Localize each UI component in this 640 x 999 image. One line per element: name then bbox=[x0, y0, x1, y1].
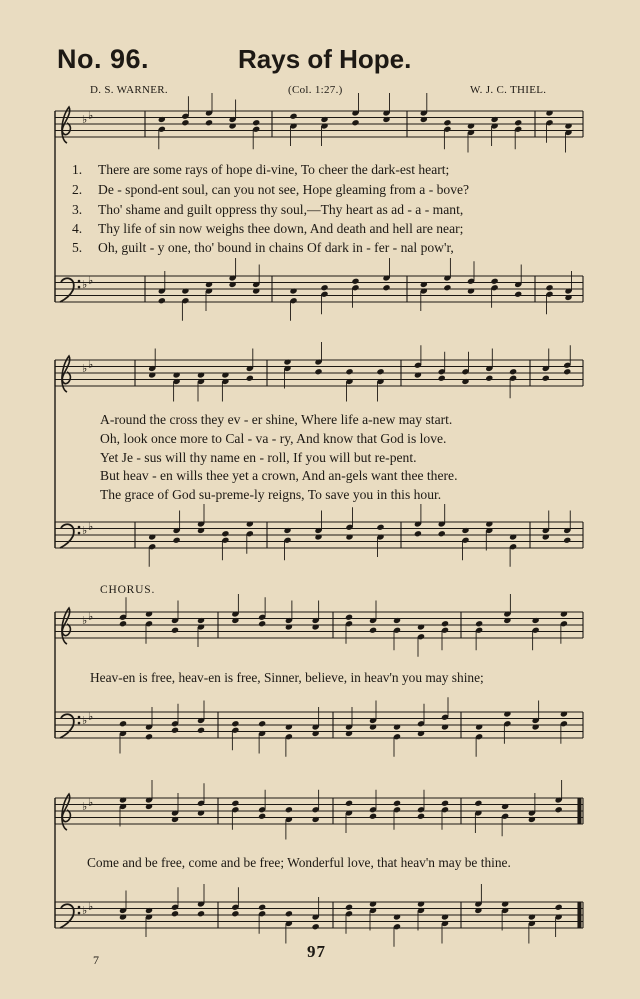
note-head bbox=[197, 371, 205, 378]
note-head bbox=[158, 297, 166, 304]
hymn-number: No. 96. bbox=[57, 44, 150, 74]
note-head bbox=[441, 620, 449, 627]
note-head bbox=[345, 904, 353, 911]
note-head bbox=[382, 116, 390, 123]
note-head bbox=[485, 520, 493, 527]
flat-sign: ♭ bbox=[88, 109, 94, 122]
note-head bbox=[171, 627, 179, 634]
note-head bbox=[252, 287, 260, 294]
hymn-title: Rays of Hope. bbox=[238, 44, 412, 74]
note-head bbox=[312, 816, 320, 823]
note-head bbox=[369, 813, 377, 820]
note-head bbox=[197, 617, 205, 624]
note-head bbox=[345, 800, 353, 807]
note-head bbox=[119, 913, 127, 920]
verse-line-continued: Yet Je - sus will thy name en - roll, If you will but re-pent. bbox=[100, 450, 417, 465]
note-head bbox=[258, 904, 266, 911]
note-head bbox=[514, 291, 522, 298]
note-head bbox=[542, 375, 550, 382]
note-head bbox=[258, 620, 266, 627]
composer-credit: W. J. C. THIEL. bbox=[470, 84, 547, 96]
note-head bbox=[420, 281, 428, 288]
note-head bbox=[475, 620, 483, 627]
note-head bbox=[475, 723, 483, 730]
note-head bbox=[560, 710, 568, 717]
bass-clef-dot bbox=[78, 722, 81, 725]
note-head bbox=[173, 537, 181, 544]
note-head bbox=[285, 623, 293, 630]
note-head bbox=[231, 800, 239, 807]
bass-clef-dot bbox=[78, 906, 81, 909]
note-head bbox=[564, 294, 572, 301]
note-head bbox=[171, 816, 179, 823]
note-head bbox=[320, 284, 328, 291]
note-head bbox=[514, 119, 522, 126]
note-head bbox=[564, 122, 572, 129]
note-head bbox=[312, 623, 320, 630]
note-head bbox=[528, 816, 536, 823]
note-head bbox=[171, 727, 179, 734]
note-head bbox=[197, 910, 205, 917]
note-head bbox=[382, 284, 390, 291]
note-head bbox=[563, 537, 571, 544]
flat-sign: ♭ bbox=[88, 358, 94, 371]
note-head bbox=[345, 368, 353, 375]
note-head bbox=[119, 620, 127, 627]
note-head bbox=[393, 913, 401, 920]
note-head bbox=[417, 813, 425, 820]
note-head bbox=[351, 119, 359, 126]
bass-clef bbox=[60, 524, 74, 548]
note-head bbox=[197, 527, 205, 534]
note-head bbox=[420, 116, 428, 123]
note-head bbox=[474, 800, 482, 807]
verse-line-continued: A-round the cross they ev - er shine, Where life a-new may start. bbox=[100, 412, 453, 427]
note-head bbox=[252, 119, 260, 126]
flat-sign: ♭ bbox=[82, 113, 88, 126]
note-head bbox=[145, 907, 153, 914]
note-head bbox=[283, 527, 291, 534]
flat-sign: ♭ bbox=[82, 714, 88, 727]
note-head bbox=[345, 533, 353, 540]
flat-sign: ♭ bbox=[88, 520, 94, 533]
chorus-line: Come and be free, come and be free; Wonderful love, that heav'n may be thine. bbox=[87, 855, 511, 870]
flat-sign: ♭ bbox=[82, 278, 88, 291]
verse-line: 4. Thy life of sin now weighs thee down, And death and hell are near; bbox=[72, 221, 464, 236]
note-head bbox=[231, 720, 239, 727]
note-head bbox=[393, 617, 401, 624]
note-head bbox=[467, 122, 475, 129]
flat-sign: ♭ bbox=[82, 524, 88, 537]
note-head bbox=[438, 530, 446, 537]
verse-line: 5. Oh, guilt - y one, tho' bound in chains Of dark in - fer - nal pow'r, bbox=[72, 240, 454, 255]
note-head bbox=[173, 371, 181, 378]
note-head bbox=[417, 900, 425, 907]
flat-sign: ♭ bbox=[88, 274, 94, 287]
note-head bbox=[376, 368, 384, 375]
note-head bbox=[221, 530, 229, 537]
note-head bbox=[555, 806, 563, 813]
treble-clef bbox=[62, 356, 71, 392]
note-head bbox=[393, 723, 401, 730]
bass-clef bbox=[60, 278, 74, 302]
note-head bbox=[229, 281, 237, 288]
note-head bbox=[542, 533, 550, 540]
verse-line-continued: Oh, look once more to Cal - va - ry, And know that God is love. bbox=[100, 431, 447, 446]
note-head bbox=[258, 720, 266, 727]
note-head bbox=[563, 368, 571, 375]
note-head bbox=[246, 520, 254, 527]
flat-sign: ♭ bbox=[88, 710, 94, 723]
note-head bbox=[119, 720, 127, 727]
note-head bbox=[289, 287, 297, 294]
note-head bbox=[501, 803, 509, 810]
note-head bbox=[148, 533, 156, 540]
note-head bbox=[145, 803, 153, 810]
note-head bbox=[351, 278, 359, 285]
note-head bbox=[229, 122, 237, 129]
note-head bbox=[369, 627, 377, 634]
chorus-line: Heav-en is free, heav-en is free, Sinner, believe, in heav'n you may shine; bbox=[90, 670, 484, 685]
bass-clef-dot bbox=[78, 716, 81, 719]
note-head bbox=[369, 900, 377, 907]
note-head bbox=[283, 358, 291, 365]
verse-line: 1. There are some rays of hope di-vine, To cheer the dark-est heart; bbox=[72, 162, 450, 177]
bass-clef-dot bbox=[78, 912, 81, 915]
note-head bbox=[285, 806, 293, 813]
verse-line: 2. De - spond-ent soul, can you not see, Hope gleaming from a - bove? bbox=[72, 182, 470, 197]
treble-clef bbox=[62, 107, 71, 143]
note-head bbox=[289, 113, 297, 120]
note-head bbox=[258, 813, 266, 820]
note-head bbox=[441, 723, 449, 730]
note-head bbox=[231, 910, 239, 917]
note-head bbox=[503, 617, 511, 624]
note-head bbox=[197, 809, 205, 816]
verse-line-continued: But heav - en wills thee yet a crown, And an-gels want thee there. bbox=[100, 468, 458, 483]
note-head bbox=[501, 900, 509, 907]
bass-clef-dot bbox=[78, 532, 81, 535]
note-head bbox=[345, 730, 353, 737]
note-head bbox=[145, 610, 153, 617]
verse-line: 3. Tho' shame and guilt oppress thy soul,—Thy heart as ad - a - mant, bbox=[72, 202, 464, 217]
flat-sign: ♭ bbox=[88, 796, 94, 809]
note-head bbox=[285, 910, 293, 917]
note-head bbox=[314, 533, 322, 540]
flat-sign: ♭ bbox=[88, 900, 94, 913]
bass-clef-dot bbox=[78, 286, 81, 289]
note-head bbox=[376, 524, 384, 531]
note-head bbox=[417, 730, 425, 737]
treble-clef bbox=[62, 794, 71, 830]
note-head bbox=[148, 371, 156, 378]
flat-sign: ♭ bbox=[88, 610, 94, 623]
note-head bbox=[158, 116, 166, 123]
note-head bbox=[443, 284, 451, 291]
note-head bbox=[532, 617, 540, 624]
note-head bbox=[555, 904, 563, 911]
note-head bbox=[205, 119, 213, 126]
note-head bbox=[205, 281, 213, 288]
note-head bbox=[474, 907, 482, 914]
lyricist-credit: D. S. WARNER. bbox=[90, 84, 168, 96]
bass-clef bbox=[60, 714, 74, 738]
note-head bbox=[197, 727, 205, 734]
note-head bbox=[461, 378, 469, 385]
note-head bbox=[312, 730, 320, 737]
note-head bbox=[532, 723, 540, 730]
note-head bbox=[369, 723, 377, 730]
flat-sign: ♭ bbox=[82, 904, 88, 917]
note-head bbox=[485, 375, 493, 382]
note-head bbox=[171, 910, 179, 917]
bass-clef-dot bbox=[78, 526, 81, 529]
note-head bbox=[467, 287, 475, 294]
scripture-reference: (Col. 1:27.) bbox=[288, 84, 343, 96]
note-head bbox=[560, 610, 568, 617]
note-head bbox=[443, 119, 451, 126]
note-head bbox=[119, 796, 127, 803]
page-number: 97 bbox=[307, 942, 326, 961]
verse-line-continued: The grace of God su-preme-ly reigns, To save you in this hour. bbox=[100, 487, 442, 502]
flat-sign: ♭ bbox=[82, 800, 88, 813]
note-head bbox=[417, 623, 425, 630]
note-head bbox=[145, 733, 153, 740]
note-head bbox=[414, 371, 422, 378]
note-head bbox=[231, 617, 239, 624]
note-head bbox=[545, 109, 553, 116]
signature-mark: 7 bbox=[93, 953, 99, 967]
note-head bbox=[345, 614, 353, 621]
note-head bbox=[491, 278, 499, 285]
note-head bbox=[491, 116, 499, 123]
flat-sign: ♭ bbox=[82, 614, 88, 627]
note-head bbox=[438, 375, 446, 382]
note-head bbox=[181, 287, 189, 294]
bass-clef-dot bbox=[78, 280, 81, 283]
note-head bbox=[545, 284, 553, 291]
note-head bbox=[509, 533, 517, 540]
note-head bbox=[509, 368, 517, 375]
bass-clef bbox=[60, 904, 74, 928]
note-head bbox=[246, 375, 254, 382]
note-head bbox=[393, 800, 401, 807]
treble-clef bbox=[62, 608, 71, 644]
note-head bbox=[441, 913, 449, 920]
note-head bbox=[314, 368, 322, 375]
note-head bbox=[441, 800, 449, 807]
note-head bbox=[503, 710, 511, 717]
note-head bbox=[414, 530, 422, 537]
note-head bbox=[320, 116, 328, 123]
note-head bbox=[312, 923, 320, 930]
note-head bbox=[461, 527, 469, 534]
note-head bbox=[181, 119, 189, 126]
note-head bbox=[285, 723, 293, 730]
note-head bbox=[528, 913, 536, 920]
note-head bbox=[221, 371, 229, 378]
flat-sign: ♭ bbox=[82, 362, 88, 375]
chorus-label: CHORUS. bbox=[100, 584, 156, 596]
